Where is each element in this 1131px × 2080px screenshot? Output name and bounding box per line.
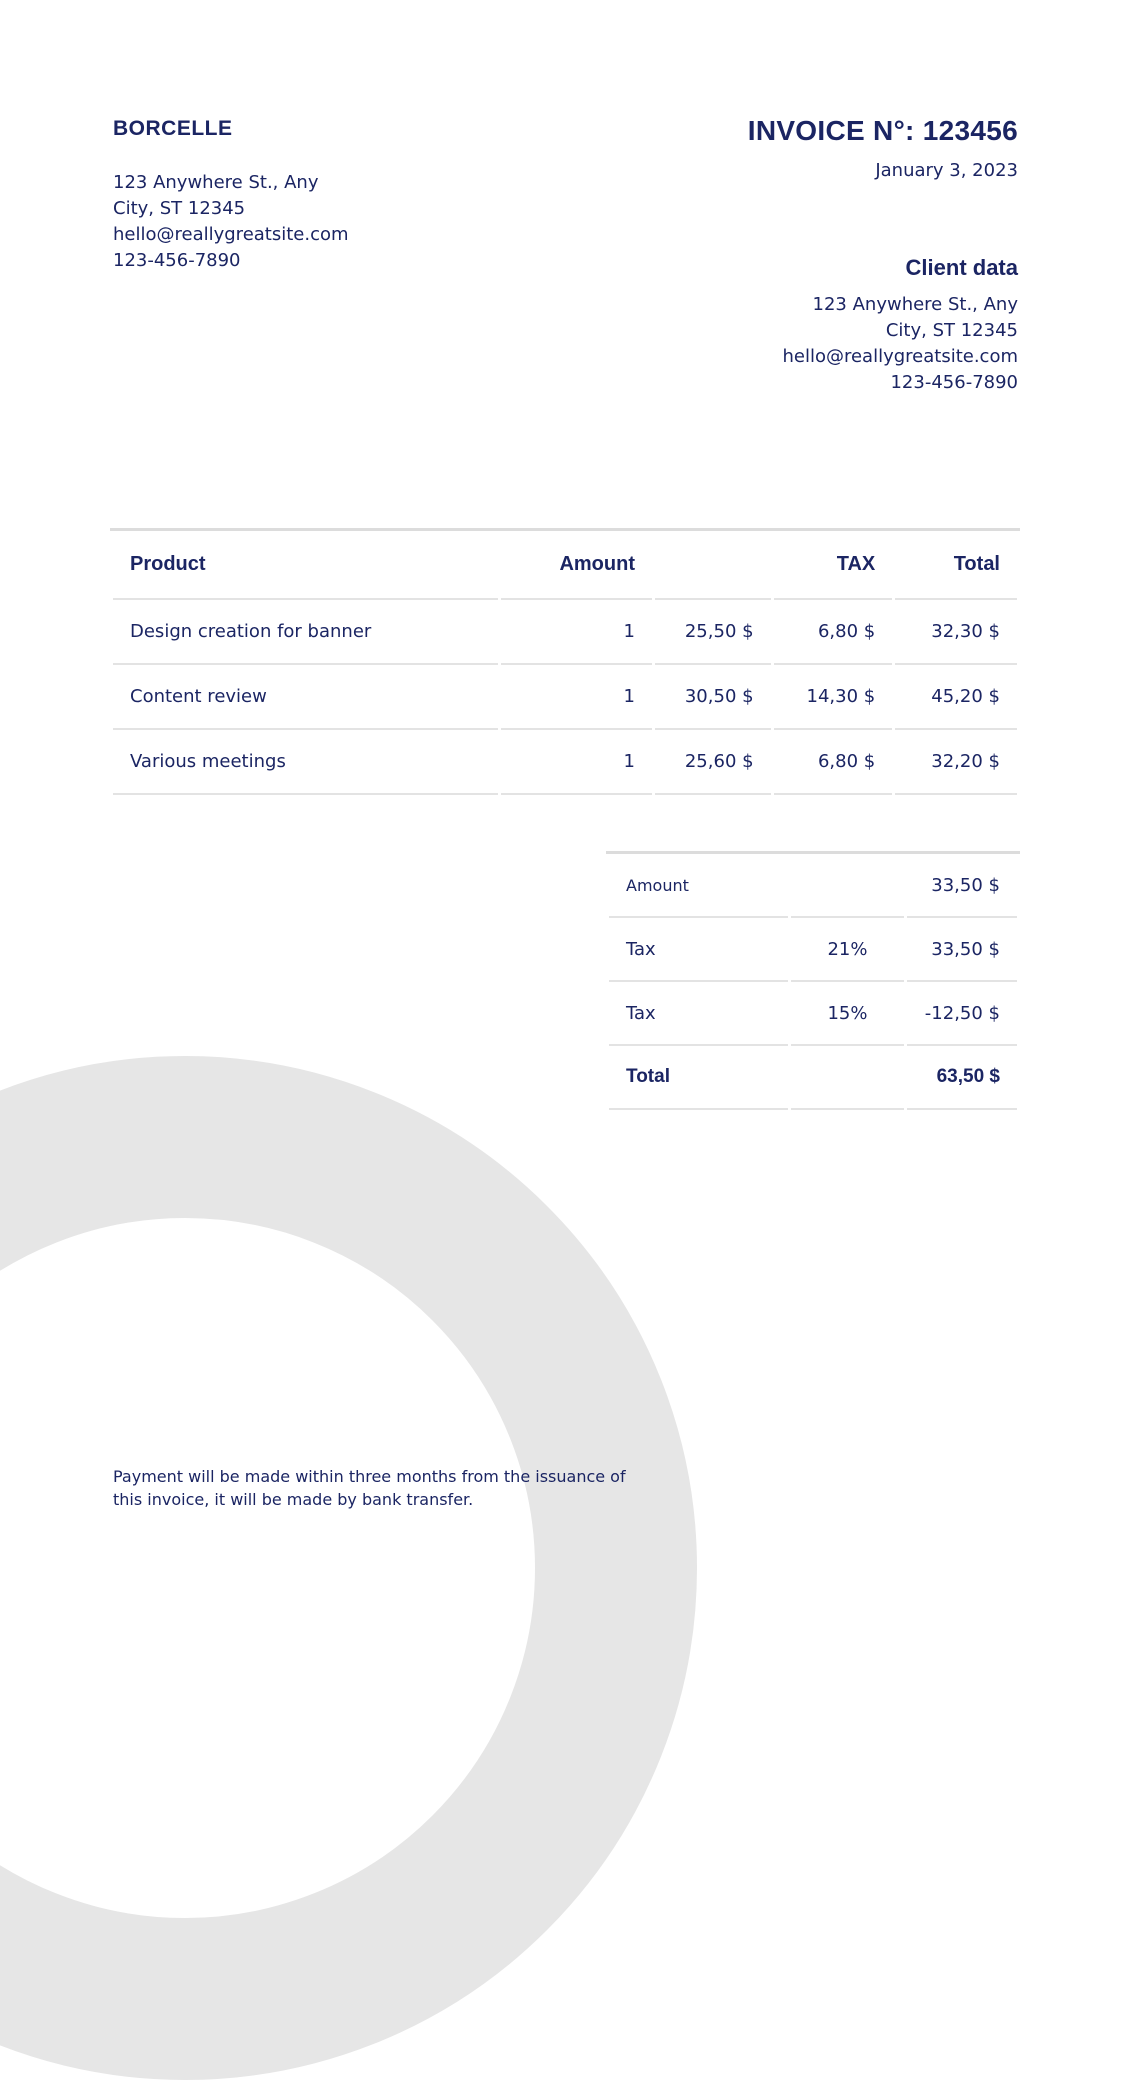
summary-total-value: 63,50 $ [907, 1046, 1017, 1110]
item-product: Design creation for banner [113, 600, 498, 665]
items-header-row [113, 531, 1017, 600]
summary-total-label: Total [609, 1046, 788, 1110]
summary-value: 33,50 $ [907, 918, 1017, 982]
company-address-line2: City, ST 12345 [113, 198, 246, 219]
client-address-line2: City, ST 12345 [885, 320, 1018, 341]
payment-note: Payment will be made within three months from the issuance of this invoice, it will be made by bank transfer. [113, 1467, 626, 1509]
table-row [113, 730, 1017, 795]
items-table [110, 528, 1020, 795]
summary-label: Tax [609, 918, 788, 982]
summary-label: Tax [609, 982, 788, 1046]
client-info [782, 292, 1018, 396]
table-row [113, 665, 1017, 730]
item-total: 32,30 $ [895, 600, 1017, 665]
invoice-date: January 3, 2023 [875, 160, 1018, 181]
item-total: 32,20 $ [895, 730, 1017, 795]
header-amount: Amount [501, 531, 652, 600]
invoice-title: INVOICE N°: 123456 [747, 115, 1018, 146]
company-info [113, 170, 349, 274]
item-price: 25,60 $ [655, 730, 771, 795]
summary-row [609, 918, 1017, 982]
item-product: Content review [113, 665, 498, 730]
company-name: BORCELLE [113, 117, 233, 140]
summary-row [609, 854, 1017, 918]
summary-value: -12,50 $ [907, 982, 1017, 1046]
company-phone: 123-456-7890 [113, 250, 241, 271]
client-heading: Client data [905, 255, 1018, 280]
summary-rate: 15% [791, 982, 905, 1046]
company-address-line1: 123 Anywhere St., Any [113, 172, 319, 193]
item-tax: 6,80 $ [774, 600, 893, 665]
item-price: 30,50 $ [655, 665, 771, 730]
item-tax: 14,30 $ [774, 665, 893, 730]
table-row [113, 600, 1017, 665]
item-tax: 6,80 $ [774, 730, 893, 795]
client-address-line1: 123 Anywhere St., Any [812, 294, 1018, 315]
item-total: 45,20 $ [895, 665, 1017, 730]
company-email: hello@reallygreatsite.com [113, 224, 349, 245]
header-price [655, 531, 771, 600]
summary-rate [791, 1046, 905, 1110]
summary-table [606, 851, 1020, 1110]
item-qty: 1 [501, 730, 652, 795]
header-total: Total [895, 531, 1017, 600]
item-price: 25,50 $ [655, 600, 771, 665]
item-product: Various meetings [113, 730, 498, 795]
summary-value: 33,50 $ [907, 854, 1017, 918]
summary-total-row [609, 1046, 1017, 1110]
header-product: Product [113, 531, 498, 600]
client-phone: 123-456-7890 [890, 372, 1018, 393]
summary-label: Amount [609, 854, 788, 918]
header-tax: TAX [774, 531, 893, 600]
item-qty: 1 [501, 665, 652, 730]
summary-rate [791, 854, 905, 918]
client-email: hello@reallygreatsite.com [782, 346, 1018, 367]
item-qty: 1 [501, 600, 652, 665]
summary-row [609, 982, 1017, 1046]
summary-rate: 21% [791, 918, 905, 982]
